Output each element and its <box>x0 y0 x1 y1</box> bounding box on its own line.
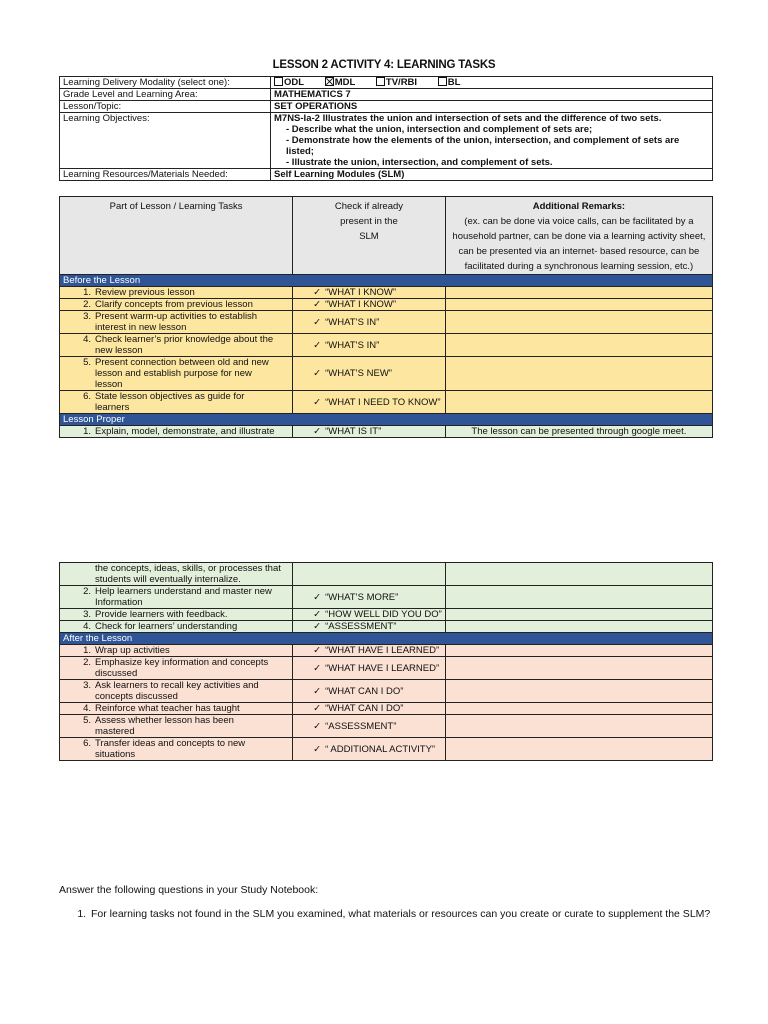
check-icon: ✓ <box>313 703 322 714</box>
check-cell <box>293 299 446 311</box>
check-cell <box>293 426 446 438</box>
section-after-lesson <box>60 633 713 645</box>
learning-tasks-table-part2 <box>59 562 713 761</box>
topic-label: Lesson/Topic: <box>60 101 271 113</box>
questions-list <box>59 906 719 922</box>
topic-value: SET OPERATIONS <box>271 101 713 113</box>
task-text: Help learners understand and master new Information <box>95 586 272 608</box>
check-cell <box>293 738 446 761</box>
task-cell <box>60 311 293 334</box>
table-row <box>60 645 713 657</box>
check-icon: ✓ <box>313 662 322 674</box>
task-number: 5. <box>83 357 91 368</box>
check-text: “ASSESSMENT” <box>325 621 397 632</box>
table-row <box>60 311 713 334</box>
remark-cell: The lesson can be presented through google meet. <box>445 426 712 438</box>
check-cell <box>293 657 446 680</box>
remark-cell <box>445 586 712 609</box>
remark-cell <box>445 715 712 738</box>
lesson-proper-continued <box>60 563 713 586</box>
check-icon: ✓ <box>313 685 322 697</box>
lesson-proper-first-row <box>60 426 713 438</box>
header-line: can be presented via an internet- based resource, can be <box>458 246 700 257</box>
before-lesson-rows <box>60 287 713 414</box>
check-icon: ✓ <box>313 316 322 328</box>
remark-cell <box>445 738 712 761</box>
task-text: Provide learners with feedback. <box>95 609 228 620</box>
objectives-value <box>271 113 713 169</box>
questions-section <box>59 882 719 922</box>
table-row <box>60 426 713 438</box>
task-text: Present warm-up activities to establish interest in new lesson <box>95 311 258 333</box>
check-icon: ✓ <box>313 720 322 732</box>
checkbox-icon <box>376 77 385 86</box>
task-cell <box>60 703 293 715</box>
question-item: 1. For learning tasks not found in the SLM you examined, what materials or resources can you create or curate to supplement the SLM? <box>89 906 719 922</box>
task-text: Clarify concepts from previous lesson <box>95 299 253 310</box>
remark-cell <box>445 703 712 715</box>
checkbox-icon <box>438 77 447 86</box>
modality-options <box>271 77 713 89</box>
task-number: 4. <box>83 621 91 632</box>
column-header-tasks: Part of Lesson / Learning Tasks <box>60 197 293 275</box>
task-cell <box>60 357 293 391</box>
task-text: Review previous lesson <box>95 287 195 298</box>
table-row <box>60 357 713 391</box>
check-icon: ✓ <box>313 339 322 351</box>
objective-item: - Illustrate the union, intersection, and complement of sets. <box>286 157 553 168</box>
table-row <box>60 299 713 311</box>
section-label: Before the Lesson <box>60 275 713 287</box>
remark-cell <box>445 391 712 414</box>
check-cell <box>293 715 446 738</box>
table-row <box>60 621 713 633</box>
grade-value: MATHEMATICS 7 <box>271 89 713 101</box>
column-header-remarks <box>445 197 712 275</box>
task-number: 2. <box>83 586 91 597</box>
table-header-row <box>60 197 713 275</box>
remark-cell <box>445 334 712 357</box>
task-number: 4. <box>83 703 91 714</box>
remark-cell <box>445 621 712 633</box>
check-text: “WHAT’S IN” <box>325 339 380 351</box>
task-cell <box>60 738 293 761</box>
objective-item: - Demonstrate how the elements of the union, intersection, and complement of sets are listed; <box>286 135 680 157</box>
check-text: “WHAT I KNOW” <box>325 299 397 310</box>
task-text: Assess whether lesson has been mastered <box>95 715 234 737</box>
task-number: 2. <box>83 299 91 310</box>
check-icon: ✓ <box>313 743 322 755</box>
check-cell <box>293 586 446 609</box>
check-cell <box>293 645 446 657</box>
modality-option-mdl[interactable]: MDL <box>325 77 356 88</box>
task-cell <box>60 426 293 438</box>
task-number: 6. <box>83 391 91 402</box>
check-cell <box>293 563 446 586</box>
task-number: 2. <box>83 657 91 668</box>
task-cell <box>60 657 293 680</box>
task-number: 6. <box>83 738 91 749</box>
task-number: 1. <box>83 645 91 656</box>
task-number: 3. <box>83 609 91 620</box>
check-text: “WHAT CAN I DO” <box>325 703 404 714</box>
check-icon: ✓ <box>313 287 322 298</box>
modality-option-odl[interactable]: ODL <box>274 77 304 88</box>
remark-cell <box>445 645 712 657</box>
remark-cell <box>445 563 712 586</box>
check-text: “WHAT I KNOW” <box>325 287 397 298</box>
resources-value: Self Learning Modules (SLM) <box>271 169 713 181</box>
check-icon: ✓ <box>313 621 322 632</box>
task-number: 5. <box>83 715 91 726</box>
resources-label: Learning Resources/Materials Needed: <box>60 169 271 181</box>
task-cell <box>60 621 293 633</box>
header-line: Additional Remarks: <box>532 201 626 212</box>
task-text: Explain, model, demonstrate, and illustrate <box>95 426 275 437</box>
check-cell <box>293 287 446 299</box>
check-cell <box>293 680 446 703</box>
objectives-label: Learning Objectives: <box>60 113 271 169</box>
check-cell <box>293 311 446 334</box>
remark-cell <box>445 287 712 299</box>
task-text: Emphasize key information and concepts discussed <box>95 657 269 679</box>
task-cell <box>60 287 293 299</box>
table-row <box>60 586 713 609</box>
table-row <box>60 703 713 715</box>
task-text: Check learner’s prior knowledge about the new lesson <box>95 334 274 356</box>
check-text: “WHAT IS IT” <box>325 426 382 437</box>
task-number: 1. <box>83 287 91 298</box>
checkbox-icon <box>274 77 283 86</box>
remark-cell <box>445 299 712 311</box>
learning-tasks-table-part1 <box>59 196 713 438</box>
check-text: “ ADDITIONAL ACTIVITY” <box>325 743 436 755</box>
section-label: After the Lesson <box>60 633 713 645</box>
modality-label: Learning Delivery Modality (select one): <box>60 77 271 89</box>
task-text: State lesson objectives as guide for learners <box>95 391 245 413</box>
check-text: “WHAT’S IN” <box>325 316 380 328</box>
lesson-info-table <box>59 76 713 181</box>
check-text: “WHAT I NEED TO KNOW” <box>325 396 441 408</box>
column-header-check <box>293 197 446 275</box>
header-line: (ex. can be done via voice calls, can be facilitated by a <box>464 216 694 227</box>
task-number: 4. <box>83 334 91 345</box>
header-line: household partner, can be done via a learning activity sheet, <box>452 231 706 242</box>
task-number: 3. <box>83 311 91 322</box>
check-cell <box>293 621 446 633</box>
section-lesson-proper <box>60 414 713 426</box>
remark-cell <box>445 657 712 680</box>
task-text: Transfer ideas and concepts to new situations <box>95 738 246 760</box>
check-cell <box>293 609 446 621</box>
grade-label: Grade Level and Learning Area: <box>60 89 271 101</box>
remark-cell <box>445 311 712 334</box>
check-icon: ✓ <box>313 396 322 408</box>
section-before-lesson <box>60 275 713 287</box>
check-text: “WHAT HAVE I LEARNED” <box>325 662 440 674</box>
task-text: Ask learners to recall key activities and concepts discussed <box>95 680 259 702</box>
header-line: Check if already <box>334 201 404 212</box>
check-icon: ✓ <box>313 609 322 620</box>
check-text: “WHAT CAN I DO” <box>325 685 404 697</box>
table-row <box>60 391 713 414</box>
table-row <box>60 334 713 357</box>
check-icon: ✓ <box>313 368 322 379</box>
table-row <box>60 563 713 586</box>
task-text: Reinforce what teacher has taught <box>95 703 240 714</box>
remark-cell <box>445 357 712 391</box>
task-cell <box>60 334 293 357</box>
modality-option-bl[interactable]: BL <box>438 77 461 88</box>
check-icon: ✓ <box>313 591 322 603</box>
objective-list <box>274 124 709 168</box>
header-line: present in the <box>340 216 398 227</box>
check-text: “WHAT’S MORE” <box>325 591 399 603</box>
after-lesson-rows <box>60 645 713 761</box>
check-text: “ASSESSMENT” <box>325 720 397 732</box>
remark-cell <box>445 680 712 703</box>
modality-option-tvrbi[interactable]: TV/RBI <box>376 77 417 88</box>
table-row <box>60 609 713 621</box>
questions-intro: Answer the following questions in your Study Notebook: <box>59 884 319 896</box>
check-cell <box>293 334 446 357</box>
check-icon: ✓ <box>313 299 322 310</box>
check-cell <box>293 391 446 414</box>
check-cell <box>293 357 446 391</box>
task-cell <box>60 680 293 703</box>
check-text: “WHAT HAVE I LEARNED” <box>325 645 440 656</box>
header-line: facilitated during a synchronous learning session, etc.) <box>464 261 694 272</box>
table-row <box>60 287 713 299</box>
header-line: SLM <box>359 231 379 242</box>
task-cell <box>60 609 293 621</box>
lesson-proper-rows <box>60 586 713 633</box>
task-cell <box>60 391 293 414</box>
task-text: Wrap up activities <box>95 645 170 656</box>
table-row <box>60 738 713 761</box>
task-text: Present connection between old and new lesson and establish purpose for new lesson <box>95 357 269 390</box>
task-text: Check for learners’ understanding <box>95 621 238 632</box>
table-row <box>60 657 713 680</box>
page-title: LESSON 2 ACTIVITY 4: LEARNING TASKS <box>272 59 496 71</box>
section-label: Lesson Proper <box>60 414 713 426</box>
task-cell <box>60 299 293 311</box>
task-cell <box>60 645 293 657</box>
table-row <box>60 680 713 703</box>
table-row <box>60 715 713 738</box>
task-number: 3. <box>83 680 91 691</box>
task-number: 1. <box>83 426 91 437</box>
task-continuation: the concepts, ideas, skills, or processes that students will eventually internalize. <box>60 563 293 586</box>
check-icon: ✓ <box>313 645 322 656</box>
task-cell <box>60 586 293 609</box>
remark-cell <box>445 609 712 621</box>
objective-main: M7NS-Ia-2 Illustrates the union and intersection of sets and the difference of two sets. <box>274 113 662 124</box>
check-cell <box>293 703 446 715</box>
check-text: “WHAT’S NEW” <box>325 368 392 379</box>
objective-item: - Describe what the union, intersection and complement of sets are; <box>286 124 593 135</box>
checked-box-icon <box>325 77 334 86</box>
check-icon: ✓ <box>313 426 322 437</box>
check-text: “HOW WELL DID YOU DO” <box>325 609 442 620</box>
task-cell <box>60 715 293 738</box>
